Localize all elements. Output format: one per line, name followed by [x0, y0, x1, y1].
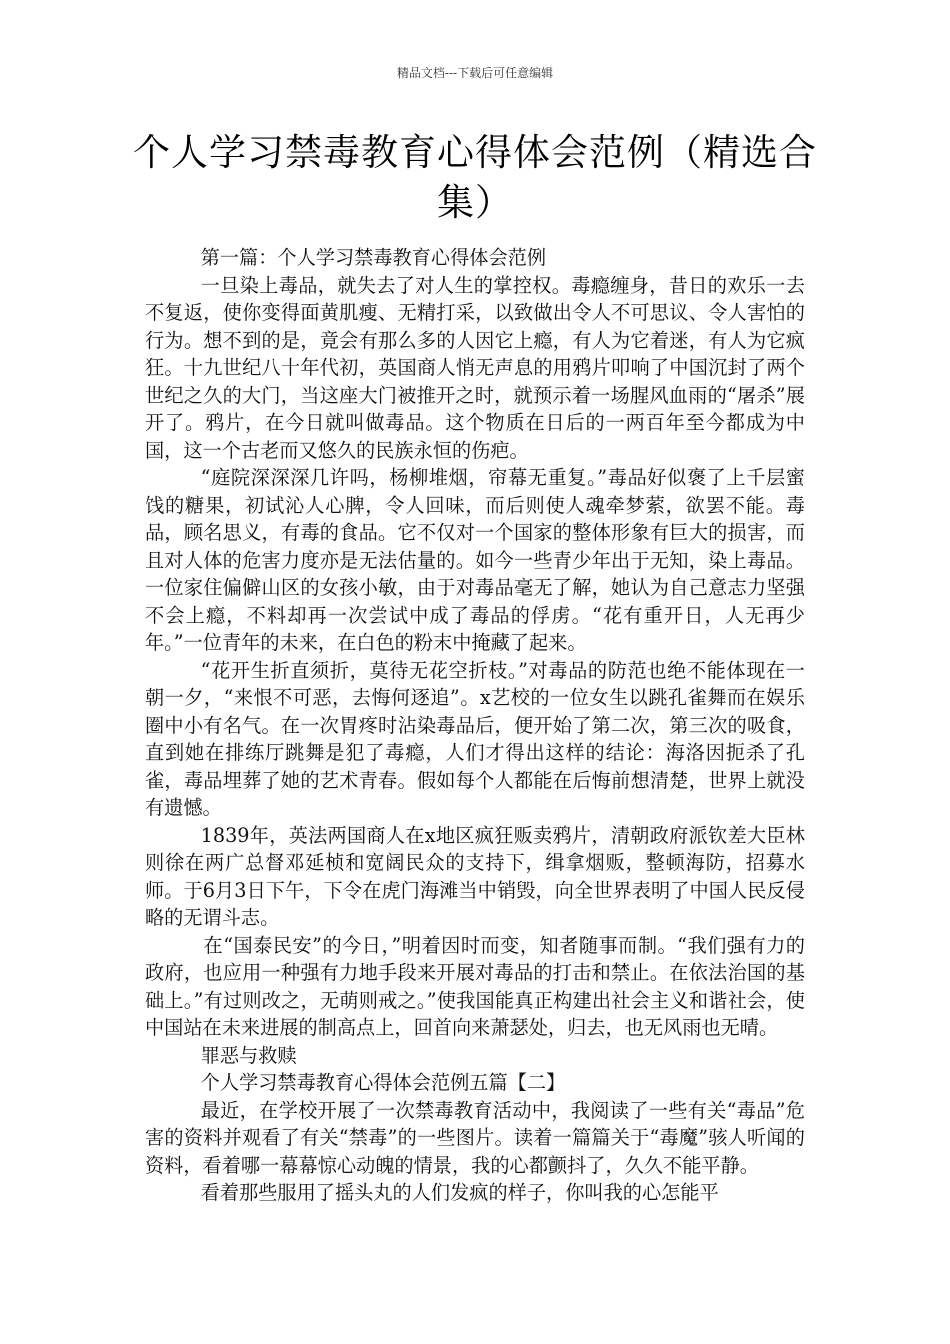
body-paragraph: 最近，在学校开展了一次禁毒教育活动中，我阅读了一些有关“毒品”危害的资料并观看了有关“禁毒”的一些图片。读着一篇篇关于“毒魔”骇人听闻的资料，看着哪一幕幕惊心动魄的情景，我的心都颤抖了，久久不能平静。	[145, 1098, 805, 1177]
document-title: 个人学习禁毒教育心得体会范例（精选合集）	[133, 131, 817, 224]
subheading: 罪恶与救赎	[200, 1043, 297, 1067]
body-paragraph: 在“国泰民安”的今日，”明着因时而变，知者随事而制。“我们强有力的政府，也应用一种强有力地手段来开展对毒品的打击和禁止。在依法治国的基础上。”有过则改之，无萌则戒之。”使我国能真正构建出社会主义和谐社会，使中国站在未来进展的制高点上，回首向来萧瑟处，归去，也无风雨也无晴。	[145, 933, 805, 1039]
body-paragraph: 一旦染上毒品，就失去了对人生的掌控权。毒瘾缠身，昔日的欢乐一去不复返，使你变得面黄肌瘦、无精打采，以致做出令人不可思议、令人害怕的行为。想不到的是，竟会有那么多的人因它上瘾，有人为它着迷，有人为它疯狂。十九世纪八十年代初，英国商人悄无声息的用鸦片叩响了中国沉封了两个世纪之久的大门，当这座大门被推开之时，就预示着一场腥风血雨的“屠杀”展开了。鸦片，在今日就叫做毒品。这个物质在日后的一两百年至今都成为中国，这一个古老而又悠久的民族永恒的伤疤。	[145, 273, 805, 462]
section-heading-2: 个人学习禁毒教育心得体会范例五篇【二】	[200, 1071, 566, 1094]
section-heading-1: 第一篇：个人学习禁毒教育心得体会范例	[200, 246, 547, 269]
body-paragraph: 看着那些服用了摇头丸的人们发疯的样子，你叫我的心怎能平	[200, 1181, 719, 1204]
page-header-note: 精品文档---下载后可任意编辑	[396, 66, 554, 80]
body-paragraph: “庭院深深深几许吗，杨柳堆烟，帘幕无重复。”毒品好似褒了上千层蜜饯的糖果，初试沁人心脾，令人回味，而后则使人魂牵梦萦，欲罢不能。毒品，顾名思义，有毒的食品。它不仅对一个国家的整体形象有巨大的损害，而且对人体的危害力度亦是无法估量的。如今一些青少年出于无知，染上毒品。一位家住偏僻山区的女孩小敏，由于对毒品毫无了解，她认为自己意志力坚强不会上瘾，不料却再一次尝试中成了毒品的俘虏。“花有重开日，人无再少年。”一位青年的未来，在白色的粉末中掩藏了起来。	[145, 466, 805, 654]
body-paragraph: 1839年，英法两国商人在x地区疯狂贩卖鸦片，清朝政府派钦差大臣林则徐在两广总督邓延桢和宽阔民众的支持下，缉拿烟贩，整顿海防，招募水师。于6月3日下午，下令在虎门海滩当中销毁，向全世界表明了中国人民反侵略的无谓斗志。	[145, 823, 805, 929]
body-paragraph: “花开生折直须折，莫待无花空折枝。”对毒品的防范也绝不能体现在一朝一夕，“来恨不可恶，去悔何逐追”。x艺校的一位女生以跳孔雀舞而在娱乐圈中小有名气。在一次胃疼时沾染毒品后，便开始了第二次，第三次的吸食，直到她在排练厅跳舞是犯了毒瘾，人们才得出这样的结论：海洛因扼杀了孔雀，毒品埋葬了她的艺术青春。假如每个人都能在后悔前想清楚，世界上就没有遗憾。	[145, 658, 805, 819]
document-body	[145, 244, 805, 1207]
